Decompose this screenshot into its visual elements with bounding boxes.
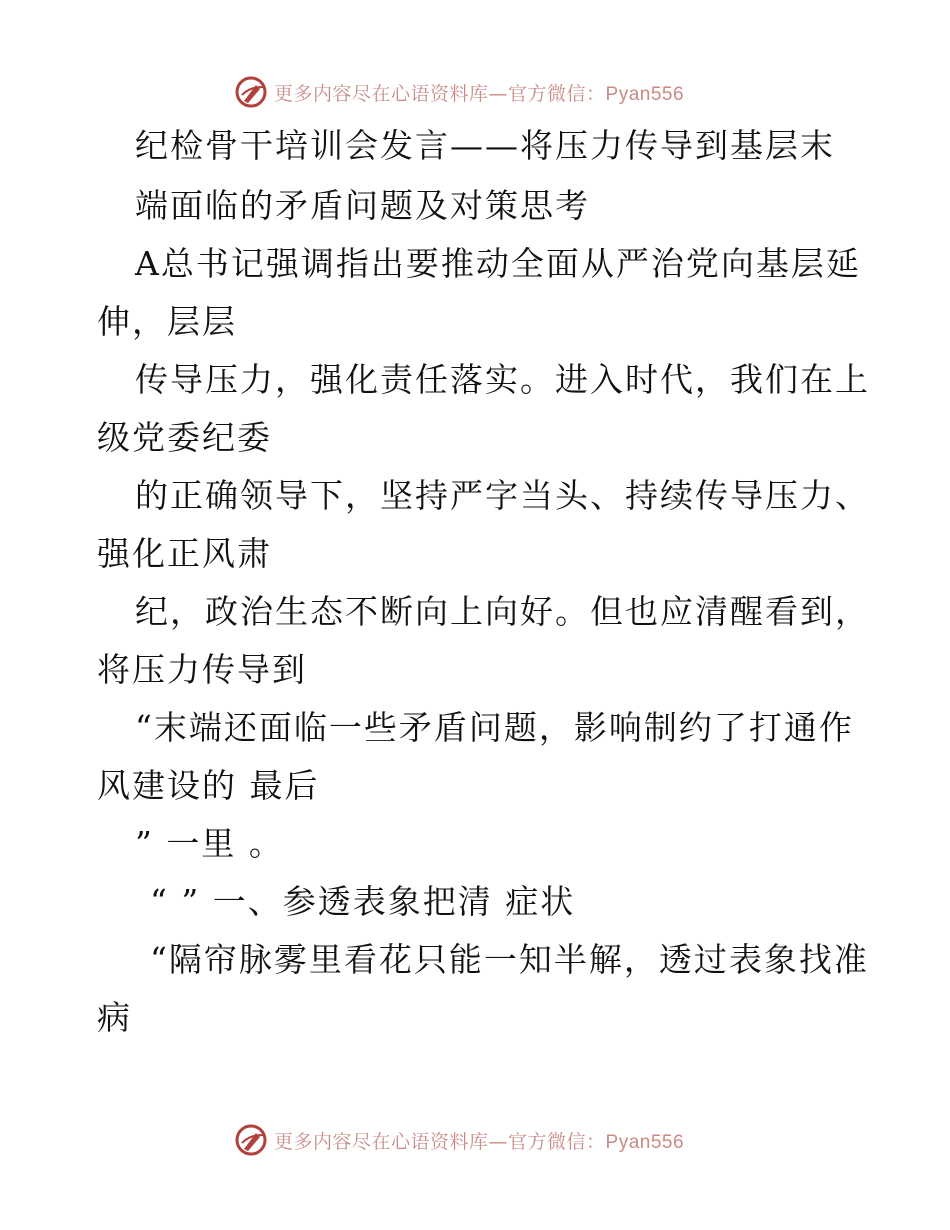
watermark-brand: 更多内容尽在心语资料库—官方微信：: [274, 82, 606, 105]
watermark-banner-bottom: [234, 1120, 754, 1160]
paragraph-line: 病: [97, 998, 132, 1037]
paragraph-line: “隔帘脉雾里看花只能一知半解，透过表象找准: [150, 940, 869, 979]
paragraph-line: 风建设的 最后: [97, 766, 320, 805]
watermark-wechat-id: Pyan556: [605, 83, 685, 105]
paragraph-line: “末端还面临一些矛盾问题，影响制约了打通作: [135, 708, 854, 747]
paragraph-line: ” 一里 。: [135, 824, 284, 863]
paragraph-line: 纪，政治生态不断向上向好。但也应清醒看到，: [135, 592, 870, 631]
paragraph-line: 的正确领导下，坚持严字当头、持续传导压力、: [135, 476, 870, 515]
paragraph-line: 伸，层层: [97, 302, 237, 341]
watermark-text: [274, 79, 684, 106]
paragraph-line: 传导压力，强化责任落实。进入时代，我们在上: [135, 360, 870, 399]
pen-nib-logo-icon: [234, 75, 268, 109]
paragraph-line: 级党委纪委: [97, 418, 272, 457]
pen-nib-logo-icon: [234, 1123, 268, 1157]
section-heading: “ ” 一、参透表象把清 症状: [150, 882, 576, 921]
watermark-brand: 更多内容尽在心语资料库—官方微信：: [274, 1130, 606, 1153]
watermark-text: [274, 1127, 684, 1154]
document-title-line-1: 纪检骨干培训会发言——将压力传导到基层末: [135, 126, 835, 165]
paragraph-line: 将压力传导到: [97, 650, 307, 689]
watermark-wechat-id: Pyan556: [605, 1131, 685, 1153]
paragraph-line: 强化正风肃: [97, 534, 272, 573]
document-title-line-2: 端面临的矛盾问题及对策思考: [135, 186, 590, 225]
paragraph-line: A总书记强调指出要推动全面从严治党向基层延: [135, 244, 861, 283]
watermark-banner-top: [234, 72, 754, 112]
